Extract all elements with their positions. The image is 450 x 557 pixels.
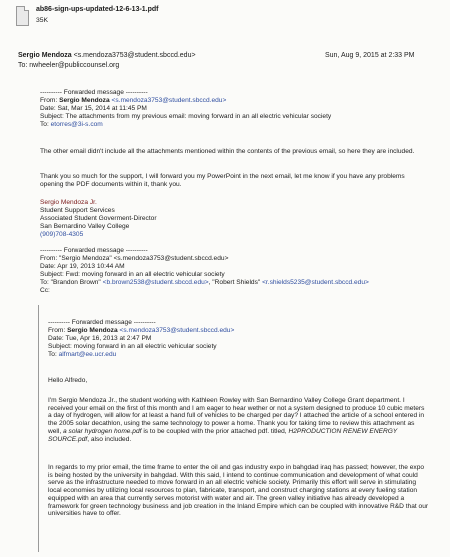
fwd3-date: Date: Tue, Apr 16, 2013 at 2:47 PM [48, 335, 152, 342]
sig-line-2: Student Support Services [40, 207, 115, 214]
fwd2-to-separator: , "Robert Shields" [208, 279, 263, 286]
fwd2-cc: Cc: [40, 287, 50, 294]
sig-line-3: Associated Student Goverment-Director [40, 215, 157, 222]
fwd3-from-name: Sergio Mendoza [67, 327, 118, 334]
fwd2-to [40, 279, 369, 287]
fwd3-paragraph-2: In regards to my prior email, the time frame to enter the oil and gas industry expo in bahgdad iraq has passed; however, the expo is being hosted by the university in bahgdad. With this said, I intend to continue communication and development of what could serve as the infrastructure needed to move forward in an all electric vehicle society. Primarily this effort will serve in stimulating local economies by utilizing local resources to plan, fabricate, transport, and construct charging stations at every fueling station equipped with an area that currently serves motorist with water and air. The green valley initiative has already developed a framework for green technology business and job creation in the Inland Empire which can be coupled with innovative R&D that our universities have to offer. [48, 464, 429, 518]
fwd1-date: Date: Sat, Mar 15, 2014 at 11:45 PM [40, 105, 147, 112]
fwd2-marker: ---------- Forwarded message ---------- [40, 247, 148, 254]
fwd2-subject: Subject: Fwd: moving forward in an all electric vehicular society [40, 271, 225, 278]
message-date: Sun, Aug 9, 2015 at 2:33 PM [325, 52, 415, 59]
attachment-size: 35K [36, 17, 49, 24]
fwd1-to [40, 121, 103, 129]
fwd3-to [48, 351, 116, 359]
fwd3-to-label: To: [48, 351, 59, 358]
sender-name: Sergio Mendoza [18, 52, 72, 59]
fwd3-p1-attachment-1: a solar hydrogen home.pdf [63, 427, 142, 435]
fwd3-marker: ---------- Forwarded message ---------- [48, 319, 156, 326]
fwd3-p1-text-a: I'm Sergio Mendoza Jr., the student working with Kathleen Rowley with San Bernardino Valley College Grant department. I received your email on the first of this month and I am eager to hear wether or not a system designed to produce 10 cubic meters a day of hydrogen, will allow for at least a hand full of vehicles to be charged per day? I attached the article of a school entered in the 2005 solar decathlon, using the same technology to power a home. Thank you for taking time to review this attachment as well, [48, 397, 425, 435]
fwd1-subject: Subject: The attachments from my previous email: moving forward in an all electric vehicular society [40, 113, 332, 120]
fwd2-from: From: "Sergio Mendoza" <s.mendoza3753@student.sbccd.edu> [40, 255, 229, 262]
fwd3-greeting: Hello Alfredo, [48, 377, 88, 384]
fwd2-to-label: To: "Brandon Brown" [40, 279, 103, 286]
sig-phone[interactable]: (909)708-4305 [40, 231, 84, 238]
fwd2-to-email-1[interactable]: <b.brown2538@student.sbccd.edu> [102, 279, 209, 286]
fwd1-body-2: Thank you so much for the support, I will forward you my PowerPoint in the next email, let me know if you have any problems opening the PDF documents within it, thank you. [40, 173, 405, 188]
fwd1-from-name: Sergio Mendoza [59, 97, 110, 104]
fwd3-to-email[interactable]: alfmart@ee.ucr.edu [58, 351, 117, 358]
fwd3-p1-attachment-2: H2PRODUCTION RENEW ENERGY SOURCE.pdf [48, 427, 398, 443]
pdf-attachment-icon[interactable] [16, 6, 29, 26]
quote-bar [38, 305, 39, 552]
fwd3-from-email[interactable]: <s.mendoza3753@student.sbccd.edu> [119, 327, 235, 334]
sender-email: <s.mendoza3753@student.sbccd.edu> [73, 52, 196, 59]
fwd3-p1-text-c: , also included. [87, 435, 132, 443]
fwd3-p1-text-b: is to be coupled with the prior attached pdf. titled, [141, 427, 289, 435]
fwd1-marker: ---------- Forwarded message ---------- [40, 89, 148, 96]
fwd1-from-email[interactable]: <s.mendoza3753@student.sbccd.edu> [111, 97, 227, 104]
fwd2-to-email-2[interactable]: <r.shields5235@student.sbccd.edu> [262, 279, 369, 286]
fwd1-to-email[interactable]: etorres@3i-s.com [50, 121, 103, 128]
fwd1-body-1: The other email didn't include all the attachments mentioned within the contents of the previous email, so here they are included. [40, 148, 415, 155]
fwd2-date: Date: Apr 19, 2013 10:44 AM [40, 263, 125, 270]
attachment-filename[interactable]: ab86-sign-ups-updated-12-6-13-1.pdf [36, 6, 159, 13]
fwd1-from-label: From: [40, 97, 60, 104]
sig-line-4: San Bernardino Valley College [40, 223, 130, 230]
fwd3-from [48, 327, 234, 335]
fwd3-from-label: From: [48, 327, 68, 334]
fwd1-to-label: To: [40, 121, 51, 128]
sender-line [18, 52, 196, 60]
fwd3-paragraph-1 [48, 397, 428, 443]
fwd1-from [40, 97, 226, 105]
fwd3-subject: Subject: moving forward in an all electric vehicular society [48, 343, 217, 350]
sig-line-1: Sergio Mendoza Jr. [40, 199, 97, 206]
recipient-line: To: nwheeler@publiccounsel.org [18, 62, 120, 69]
